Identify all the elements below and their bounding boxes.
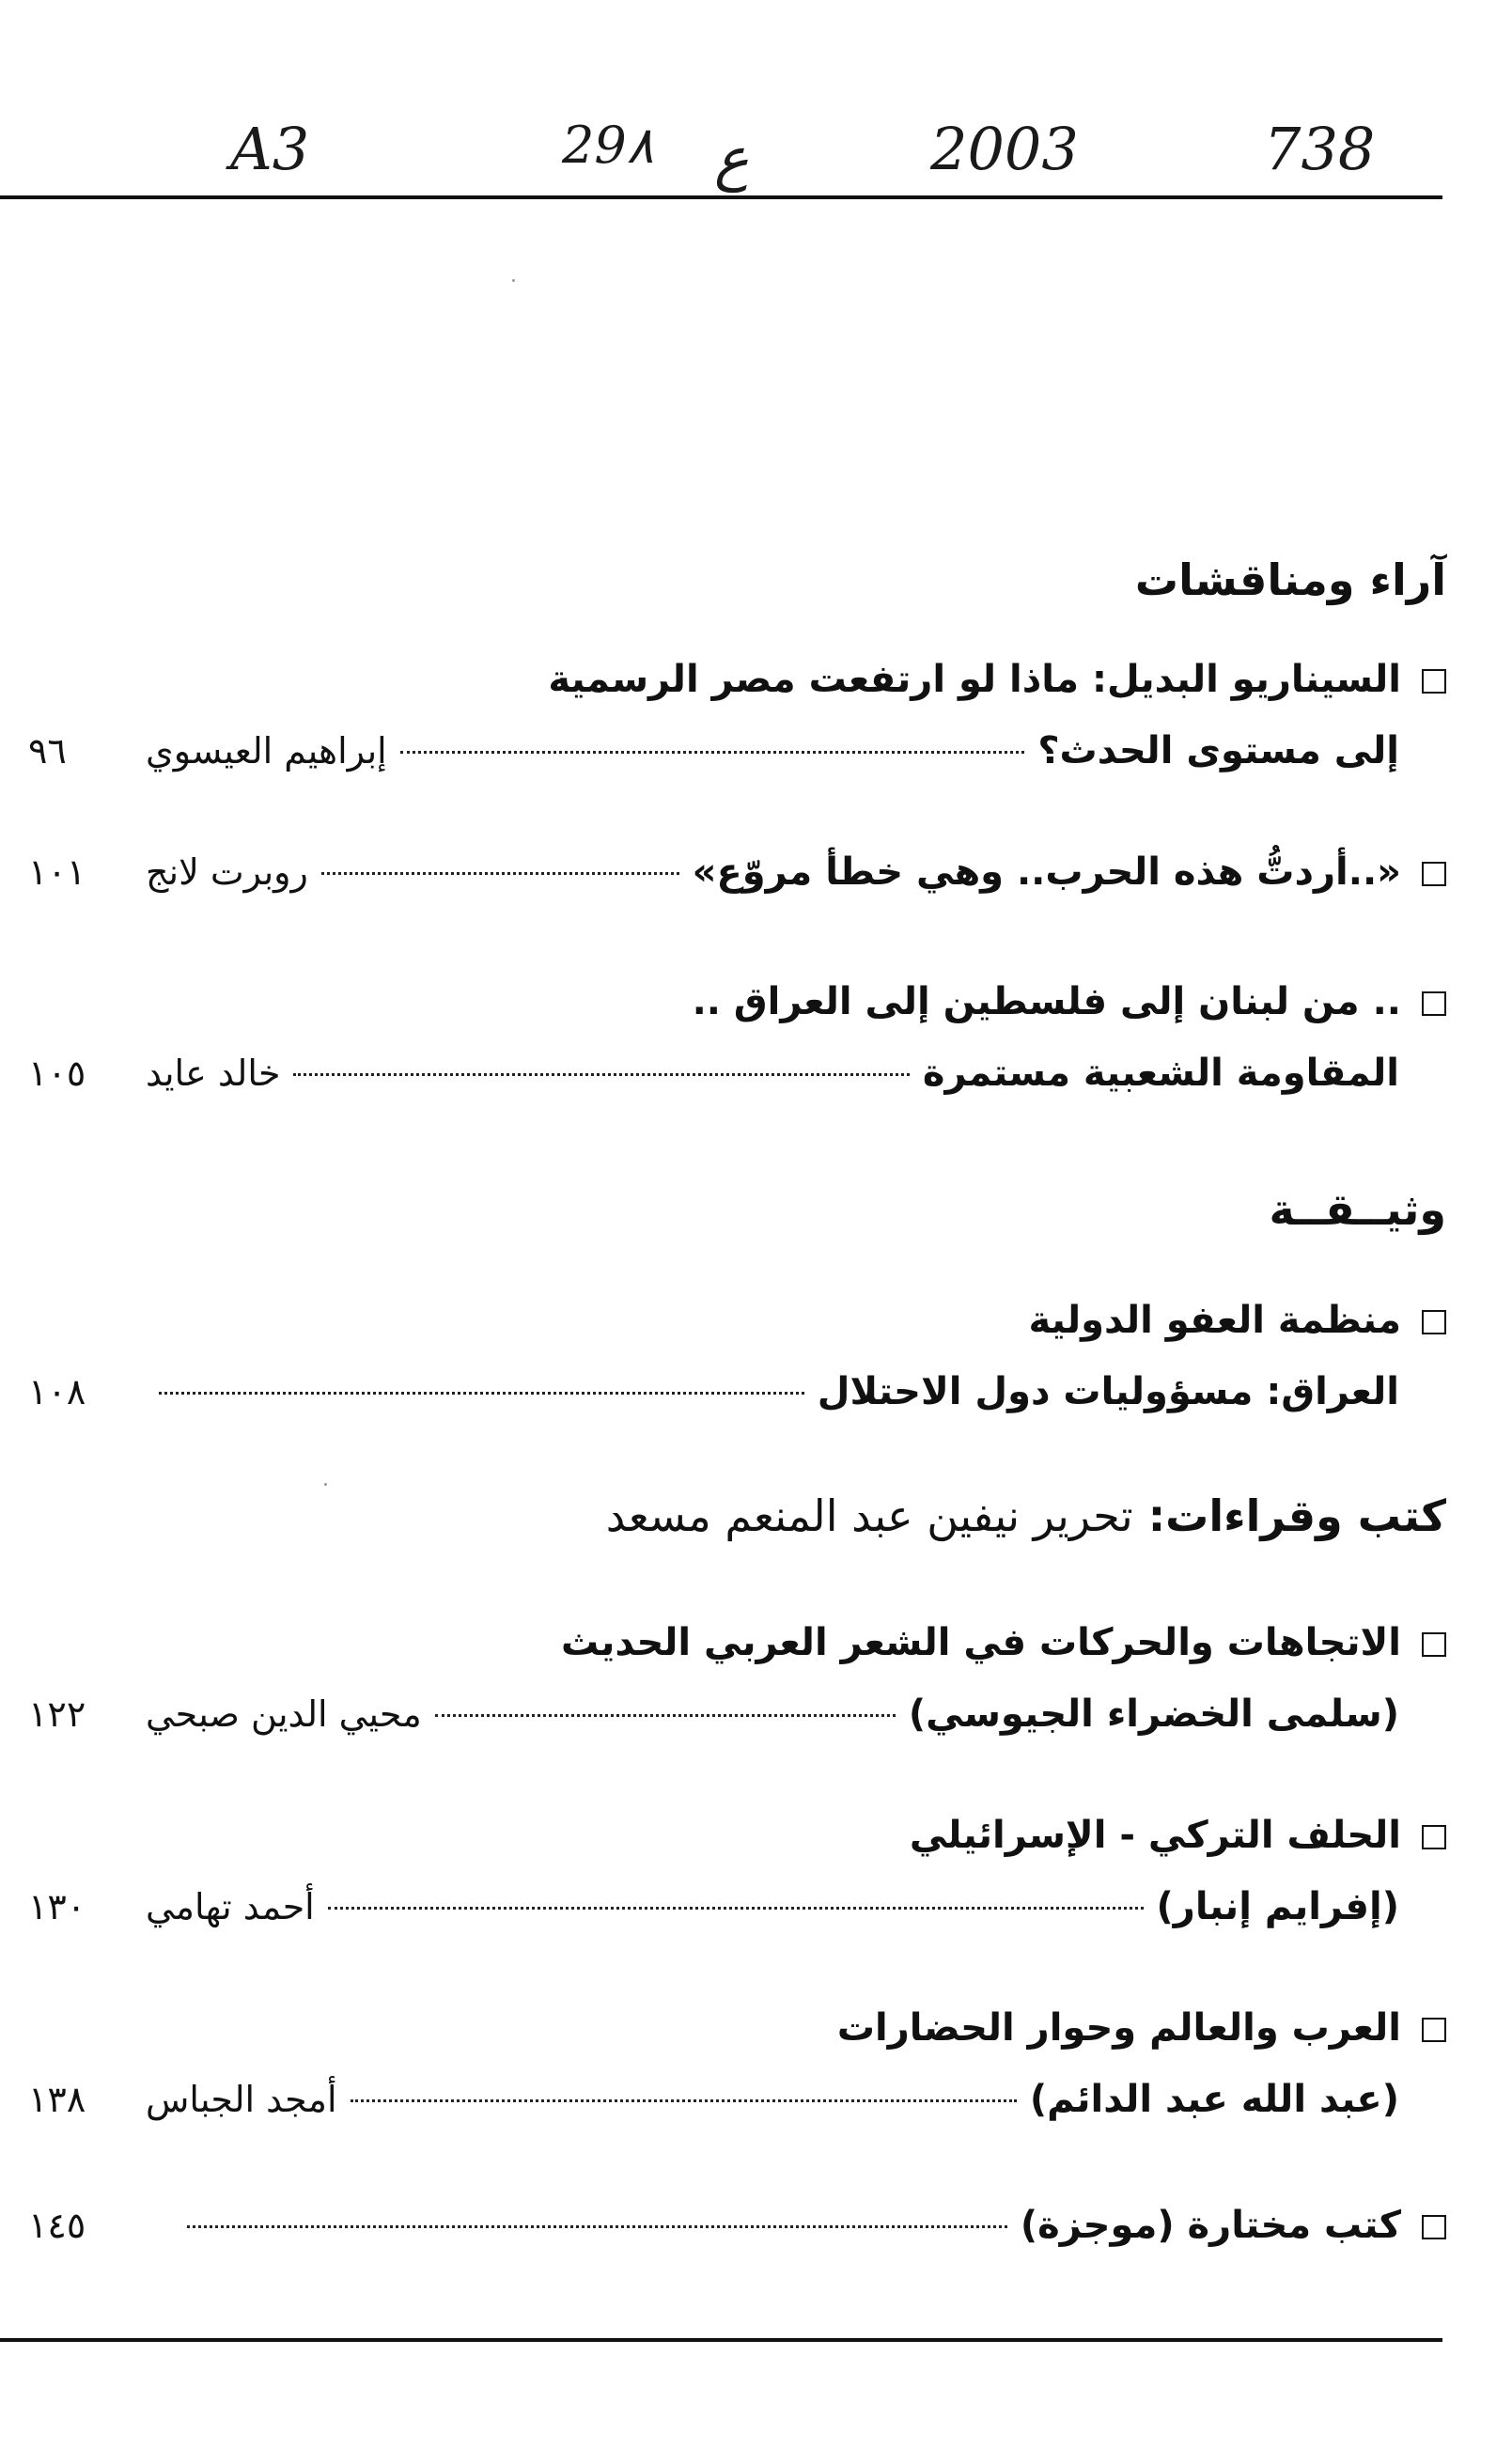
entry-page-number: ٩٦ (28, 730, 67, 772)
entry-page-number: ١٠١ (28, 851, 86, 893)
entry-subtitle: (سلمى الخضراء الجيوسي) (908, 1692, 1399, 1736)
leader-dots (187, 2225, 1007, 2228)
handwritten-mark-letter: ع (714, 124, 749, 193)
leader-dots (321, 872, 679, 875)
toc-entry[interactable] (28, 2204, 1446, 2275)
handwritten-mark-issue: 29٨ (562, 116, 654, 175)
checkbox-bullet (1422, 1310, 1446, 1334)
bottom-rule (0, 2338, 1442, 2342)
section-editor: تحرير نيفين عبد المنعم مسعد (605, 1490, 1133, 1541)
section-title-opinions: آراء ومناقشات (1134, 554, 1446, 605)
handwritten-mark-number: 738 (1264, 115, 1376, 183)
entry-title: كتب مختارة (موجزة) (1020, 2204, 1401, 2247)
section-title-books (606, 1492, 1446, 1540)
entry-page-number: ١٠٨ (28, 1371, 86, 1412)
checkbox-bullet (1422, 1825, 1446, 1849)
entry-author: إبراهيم العيسوي (146, 730, 387, 772)
entry-subtitle: العراق: مسؤوليات دول الاحتلال (817, 1370, 1399, 1413)
toc-entry[interactable] (28, 2006, 1446, 2149)
entry-subtitle: (عبد الله عبد الدائم) (1029, 2078, 1399, 2121)
leader-dots (159, 1392, 804, 1395)
entry-page-number: ١٢٢ (28, 1693, 86, 1735)
entry-author: أحمد تهامي (146, 1886, 315, 1927)
checkbox-bullet (1422, 991, 1446, 1016)
checkbox-bullet (1422, 862, 1446, 886)
leader-dots (351, 2099, 1017, 2102)
toc-entry[interactable] (28, 658, 1446, 801)
handwritten-mark-year: 2003 (930, 115, 1079, 183)
checkbox-bullet (1422, 669, 1446, 694)
entry-author: روبرت لانج (146, 851, 308, 893)
checkbox-bullet (1422, 1632, 1446, 1657)
entry-title: العرب والعالم وحوار الحضارات (836, 2006, 1401, 2050)
entry-author: خالد عايد (146, 1053, 281, 1094)
scan-speck (512, 279, 515, 282)
entry-subtitle: المقاومة الشعبية مستمرة (922, 1052, 1399, 1095)
entry-subtitle: (إفرايم إنبار) (1156, 1885, 1399, 1928)
entry-author: أمجد الجباس (146, 2079, 337, 2120)
leader-dots (293, 1073, 909, 1076)
entry-title: السيناريو البديل: ماذا لو ارتفعت مصر الرسمية (548, 658, 1401, 701)
entry-page-number: ١٣٨ (28, 2079, 86, 2120)
leader-dots (400, 751, 1025, 754)
toc-entry[interactable] (28, 980, 1446, 1123)
entry-page-number: ١٠٥ (28, 1053, 86, 1094)
leader-dots (328, 1907, 1144, 1910)
toc-entry[interactable] (28, 1814, 1446, 1957)
top-rule (0, 195, 1442, 199)
entry-author: محيي الدين صبحي (146, 1693, 422, 1735)
entry-title: .. من لبنان إلى فلسطين إلى العراق .. (692, 980, 1401, 1023)
entry-title: الاتجاهات والحركات في الشعر العربي الحديث (561, 1621, 1401, 1664)
entry-title: الحلف التركي ‐ الإسرائيلي (909, 1814, 1401, 1857)
entry-subtitle: إلى مستوى الحدث؟ (1037, 729, 1399, 772)
entry-title: «..أردتُّ هذه الحرب.. وهي خطأ مروّع» (692, 850, 1401, 894)
entry-page-number: ١٤٥ (28, 2205, 86, 2246)
section-title-books-label: كتب وقراءات: (1147, 1490, 1446, 1541)
entry-title: منظمة العفو الدولية (1028, 1299, 1401, 1342)
scan-speck (324, 1483, 327, 1486)
checkbox-bullet (1422, 2018, 1446, 2042)
toc-entry[interactable] (28, 1621, 1446, 1764)
leader-dots (435, 1714, 896, 1717)
entry-page-number: ١٣٠ (28, 1886, 86, 1927)
toc-entry[interactable] (28, 850, 1446, 922)
section-title-document: وثيــقــة (1269, 1184, 1446, 1235)
toc-entry[interactable] (28, 1299, 1446, 1442)
handwritten-mark-volume: A3 (230, 115, 310, 183)
checkbox-bullet (1422, 2215, 1446, 2239)
